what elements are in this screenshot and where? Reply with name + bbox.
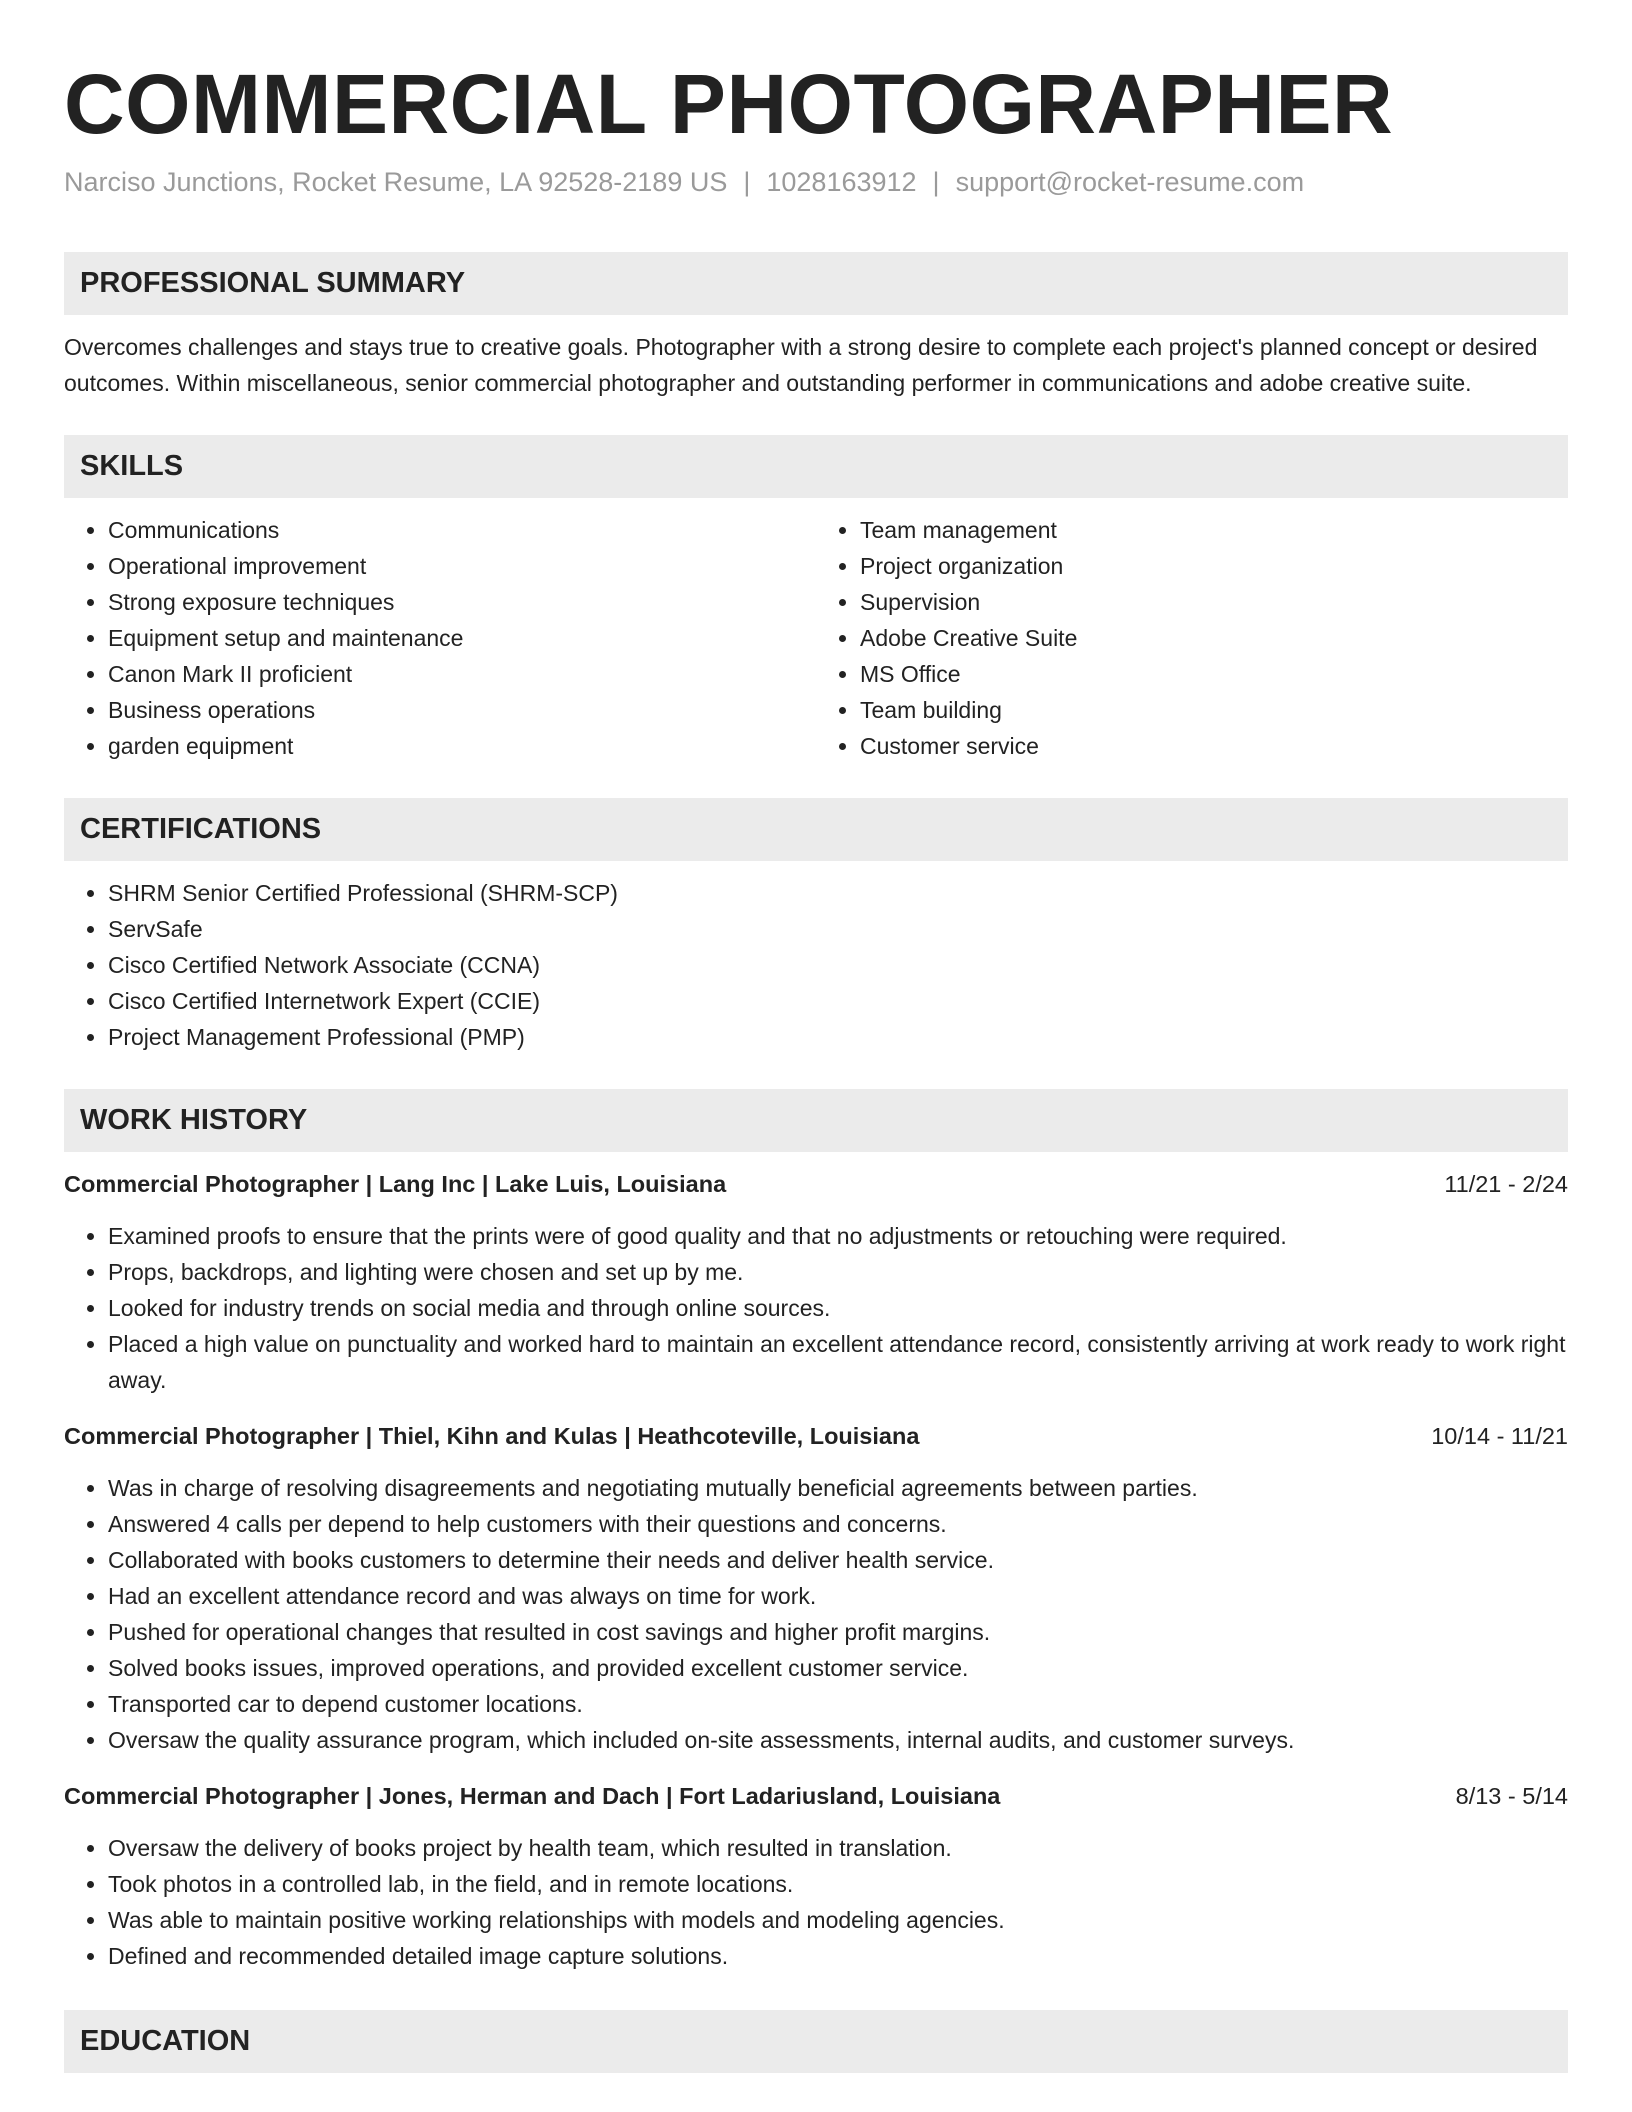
list-item: • Was able to maintain positive working relationships with models and modeling agencies.	[108, 1902, 1568, 1938]
job-bullets	[64, 1470, 1568, 1758]
job-bullets	[64, 1830, 1568, 1974]
job-dates: 8/13 - 5/14	[1455, 1783, 1568, 1809]
contact-phone: 1028163912	[766, 167, 917, 197]
list-item: • Cisco Certified Internetwork Expert (CCIE)	[108, 983, 1568, 1019]
list-item: • Canon Mark II proficient	[108, 656, 816, 692]
section-header-summary: PROFESSIONAL SUMMARY	[64, 252, 1568, 315]
job-header	[64, 1418, 1568, 1454]
certifications-list	[64, 875, 1568, 1055]
list-item: • Project organization	[860, 548, 1568, 584]
job-title: Commercial Photographer | Lang Inc | Lake Luis, Louisiana	[64, 1171, 727, 1197]
list-item: • MS Office	[860, 656, 1568, 692]
list-item: • Equipment setup and maintenance	[108, 620, 816, 656]
job-title: Commercial Photographer | Jones, Herman and Dach | Fort Ladariusland, Louisiana	[64, 1783, 1001, 1809]
list-item: • Cisco Certified Network Associate (CCNA)	[108, 947, 1568, 983]
summary-text: Overcomes challenges and stays true to creative goals. Photographer with a strong desire to complete each project's planned concept or desired outcomes. Within miscellaneous, senior commercial photographer and outstanding performer in communications and adobe creative suite.	[64, 334, 1538, 396]
list-item: • Solved books issues, improved operations, and provided excellent customer service.	[108, 1650, 1568, 1686]
list-item: • Had an excellent attendance record and was always on time for work.	[108, 1578, 1568, 1614]
section-header-skills: SKILLS	[64, 435, 1568, 498]
job-title: Commercial Photographer | Thiel, Kihn and Kulas | Heathcoteville, Louisiana	[64, 1423, 920, 1449]
skills-list	[64, 512, 1568, 764]
section-header-education: EDUCATION	[64, 2010, 1568, 2073]
list-item: • Was in charge of resolving disagreements and negotiating mutually beneficial agreements between parties.	[108, 1470, 1568, 1506]
list-item: • Examined proofs to ensure that the prints were of good quality and that no adjustments or retouching were required.	[108, 1218, 1568, 1254]
contact-line	[64, 164, 1568, 200]
list-item: • Oversaw the delivery of books project by health team, which resulted in translation.	[108, 1830, 1568, 1866]
list-item: • garden equipment	[108, 728, 816, 764]
resume-page	[64, 0, 1568, 2073]
list-item: • Oversaw the quality assurance program, which included on-site assessments, internal audits, and customer surveys.	[108, 1722, 1568, 1758]
list-item: • Operational improvement	[108, 548, 816, 584]
list-item: • Took photos in a controlled lab, in the field, and in remote locations.	[108, 1866, 1568, 1902]
list-item: • ServSafe	[108, 911, 1568, 947]
list-item: • Looked for industry trends on social media and through online sources.	[108, 1290, 1568, 1326]
list-item: • Pushed for operational changes that resulted in cost savings and higher profit margins.	[108, 1614, 1568, 1650]
list-item: • Team management	[860, 512, 1568, 548]
job-bullets	[64, 1218, 1568, 1398]
contact-separator: |	[743, 167, 751, 197]
list-item: • SHRM Senior Certified Professional (SHRM-SCP)	[108, 875, 1568, 911]
list-item: • Communications	[108, 512, 816, 548]
list-item: • Transported car to depend customer locations.	[108, 1686, 1568, 1722]
skills-column-right	[816, 512, 1568, 764]
job-dates: 11/21 - 2/24	[1444, 1171, 1568, 1197]
page-title: COMMERCIAL PHOTOGRAPHER	[64, 57, 1394, 151]
job-header	[64, 1166, 1568, 1202]
section-header-certifications: CERTIFICATIONS	[64, 798, 1568, 861]
list-item: • Answered 4 calls per depend to help customers with their questions and concerns.	[108, 1506, 1568, 1542]
list-item: • Supervision	[860, 584, 1568, 620]
job-header	[64, 1778, 1568, 1814]
skills-column-left	[64, 512, 816, 764]
list-item: • Strong exposure techniques	[108, 584, 816, 620]
contact-email[interactable]: support@rocket-resume.com	[955, 167, 1305, 197]
job-dates: 10/14 - 11/21	[1431, 1423, 1568, 1449]
section-header-work-history: WORK HISTORY	[64, 1089, 1568, 1152]
contact-separator: |	[932, 167, 940, 197]
list-item: • Collaborated with books customers to determine their needs and deliver health service.	[108, 1542, 1568, 1578]
list-item: • Customer service	[860, 728, 1568, 764]
list-item: • Props, backdrops, and lighting were chosen and set up by me.	[108, 1254, 1568, 1290]
list-item: • Business operations	[108, 692, 816, 728]
list-item: • Adobe Creative Suite	[860, 620, 1568, 656]
list-item: • Defined and recommended detailed image capture solutions.	[108, 1938, 1568, 1974]
list-item: • Placed a high value on punctuality and worked hard to maintain an excellent attendance record, consistently arriving at work ready to work right away.	[108, 1326, 1568, 1398]
contact-address: Narciso Junctions, Rocket Resume, LA 92528-2189 US	[64, 167, 728, 197]
list-item: • Project Management Professional (PMP)	[108, 1019, 1568, 1055]
list-item: • Team building	[860, 692, 1568, 728]
